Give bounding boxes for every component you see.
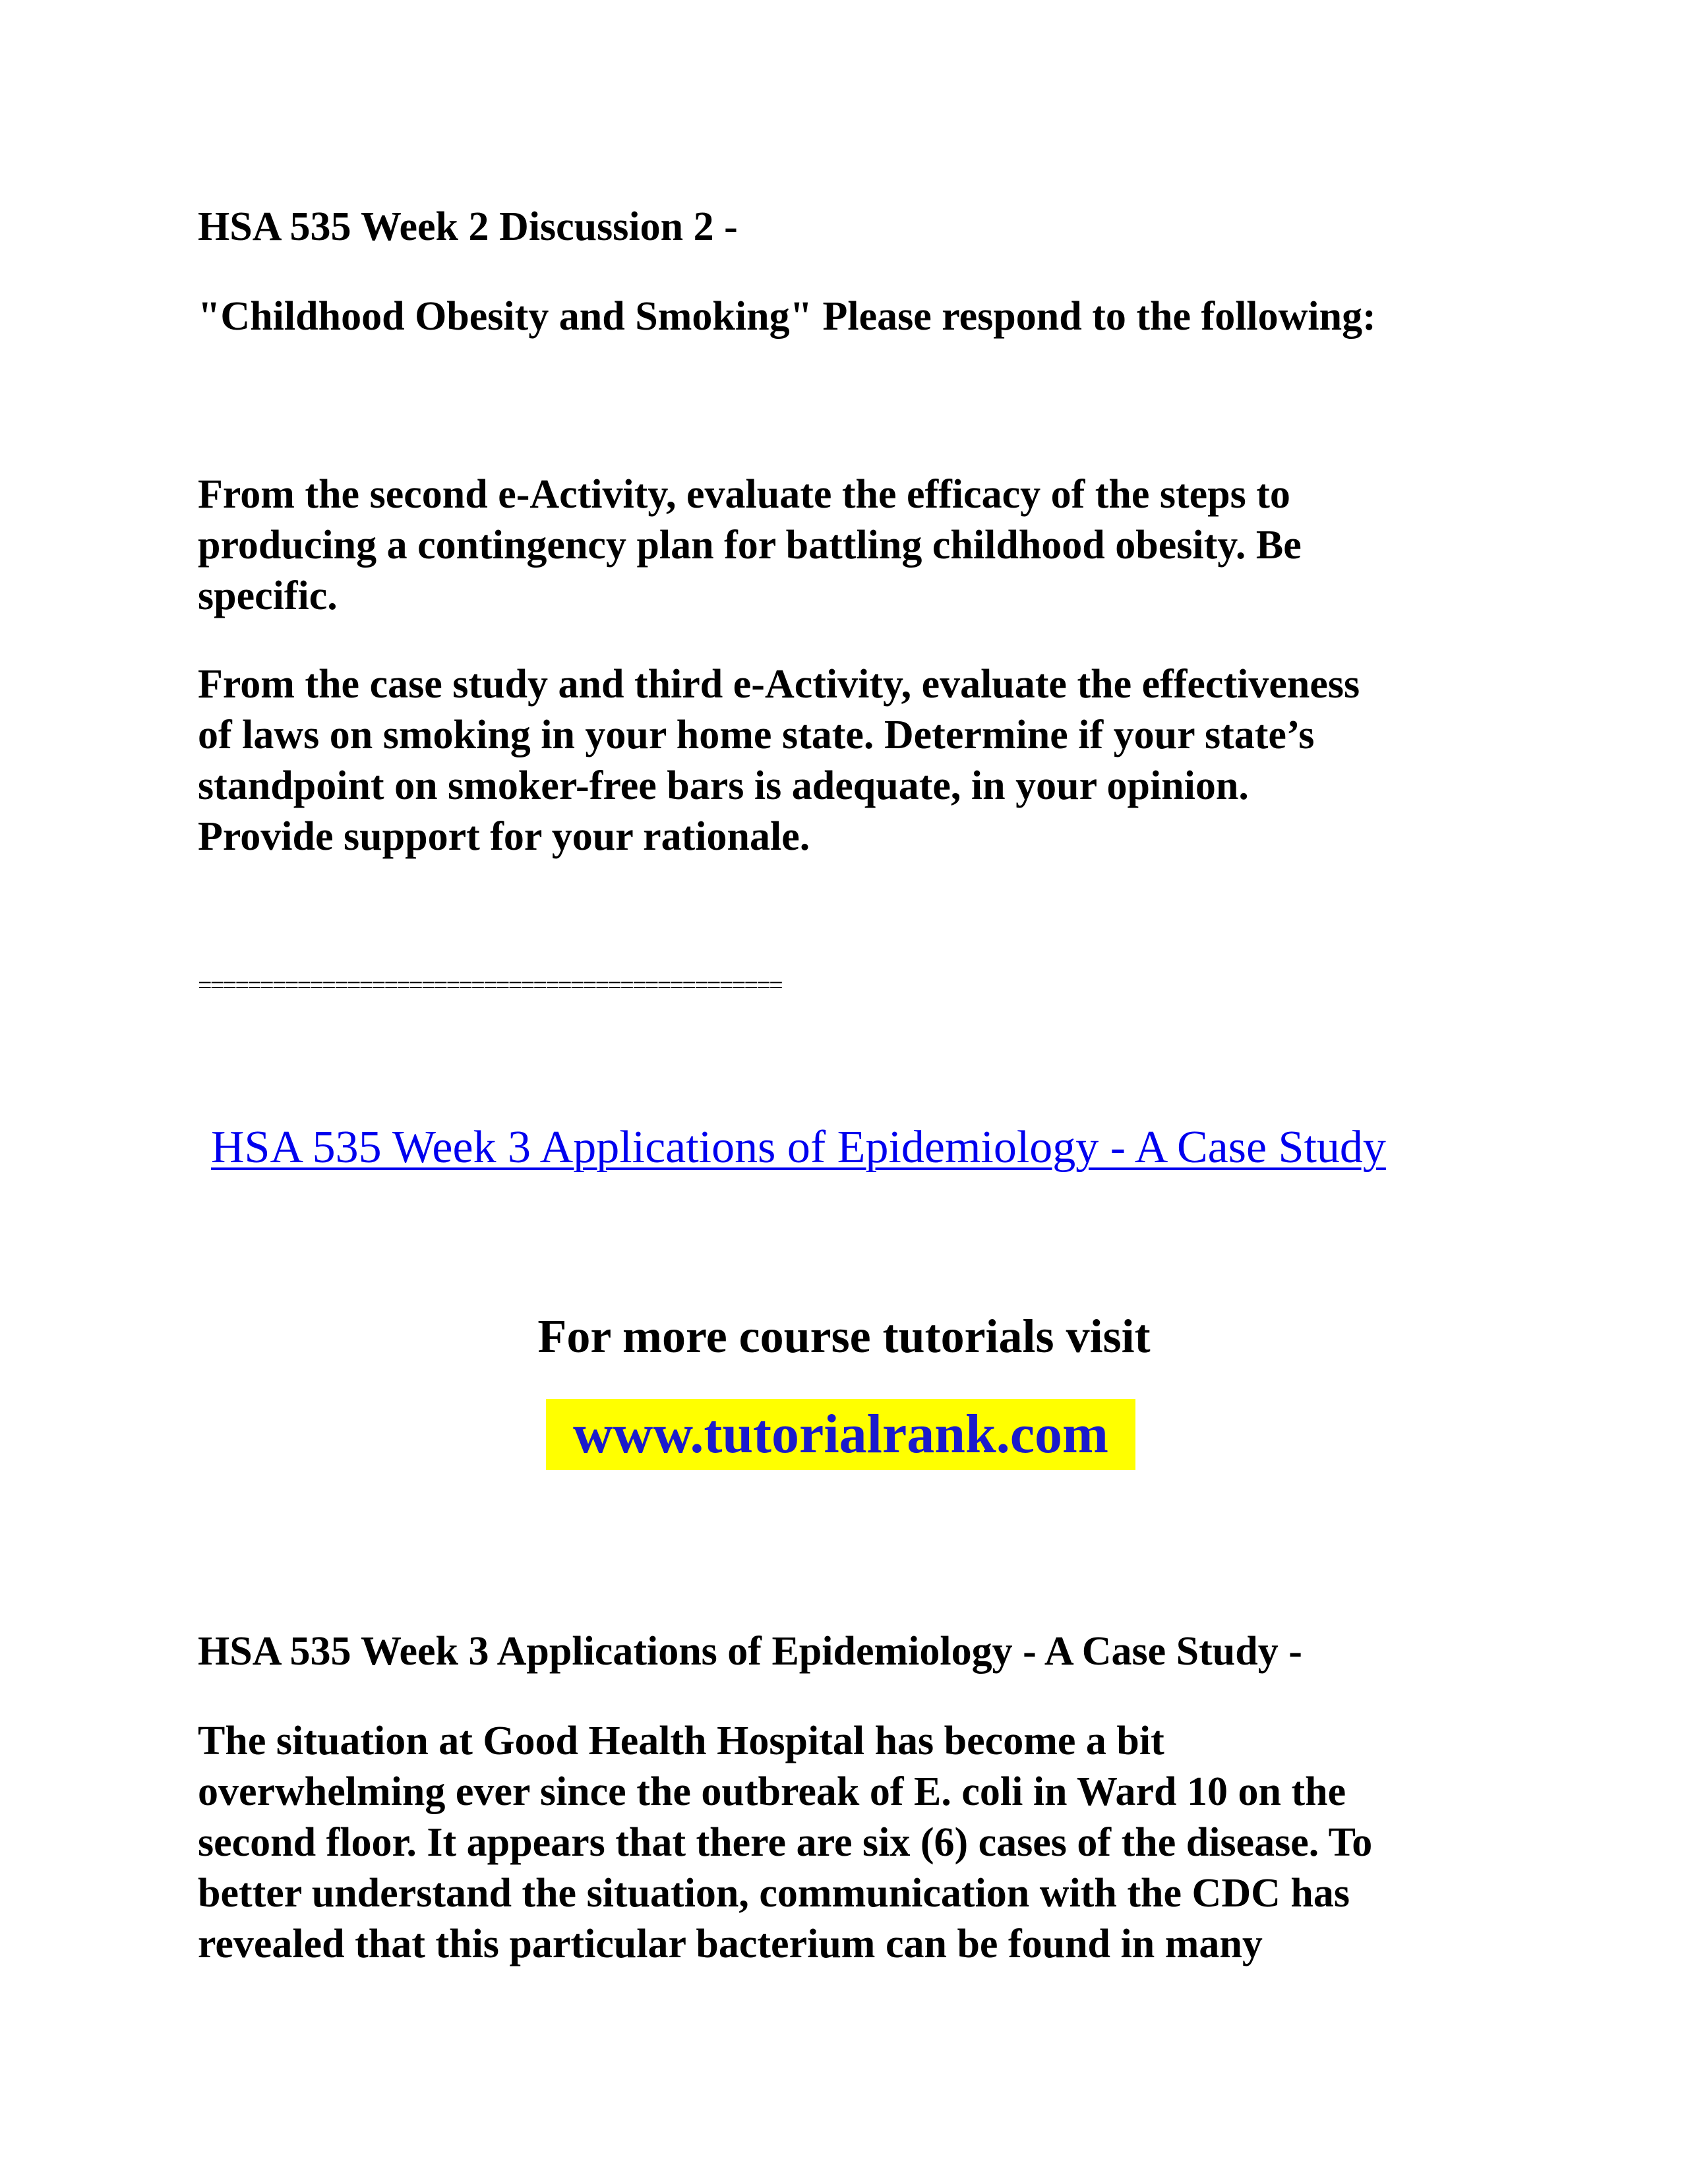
discussion-prompt: "Childhood Obesity and Smoking" Please respond to the following: bbox=[198, 294, 1376, 339]
question-line: of laws on smoking in your home state. Determine if your state’s bbox=[198, 713, 1315, 757]
question-line: Provide support for your rationale. bbox=[198, 814, 810, 859]
question-line: standpoint on smoker-free bars is adequate, in your opinion. bbox=[198, 763, 1249, 808]
question-obesity bbox=[198, 469, 1503, 622]
website-url[interactable]: www.tutorialrank.com bbox=[573, 1403, 1108, 1465]
question-line: producing a contingency plan for battling childhood obesity. Be bbox=[198, 523, 1302, 568]
question-line: specific. bbox=[198, 574, 338, 618]
question-line: From the case study and third e-Activity, evaluate the effectiveness bbox=[198, 662, 1360, 707]
question-smoking bbox=[198, 659, 1503, 862]
question-line: From the second e-Activity, evaluate the efficacy of the steps to bbox=[198, 472, 1290, 517]
case-study-heading: HSA 535 Week 3 Applications of Epidemiology - A Case Study - bbox=[198, 1629, 1302, 1674]
body-line: overwhelming ever since the outbreak of E. coli in Ward 10 on the bbox=[198, 1769, 1346, 1814]
case-study-link[interactable]: HSA 535 Week 3 Applications of Epidemiology - A Case Study bbox=[211, 1122, 1386, 1173]
promo-text: For more course tutorials visit bbox=[537, 1310, 1151, 1363]
body-line: revealed that this particular bacterium can be found in many bbox=[198, 1922, 1263, 1966]
section-divider: =============================================== bbox=[198, 972, 782, 999]
body-line: second floor. It appears that there are six (6) cases of the disease. To bbox=[198, 1820, 1373, 1865]
case-study-body bbox=[198, 1716, 1503, 1970]
discussion-heading: HSA 535 Week 2 Discussion 2 - bbox=[198, 204, 738, 249]
body-line: The situation at Good Health Hospital has become a bit bbox=[198, 1719, 1164, 1763]
body-line: better understand the situation, communication with the CDC has bbox=[198, 1871, 1350, 1916]
